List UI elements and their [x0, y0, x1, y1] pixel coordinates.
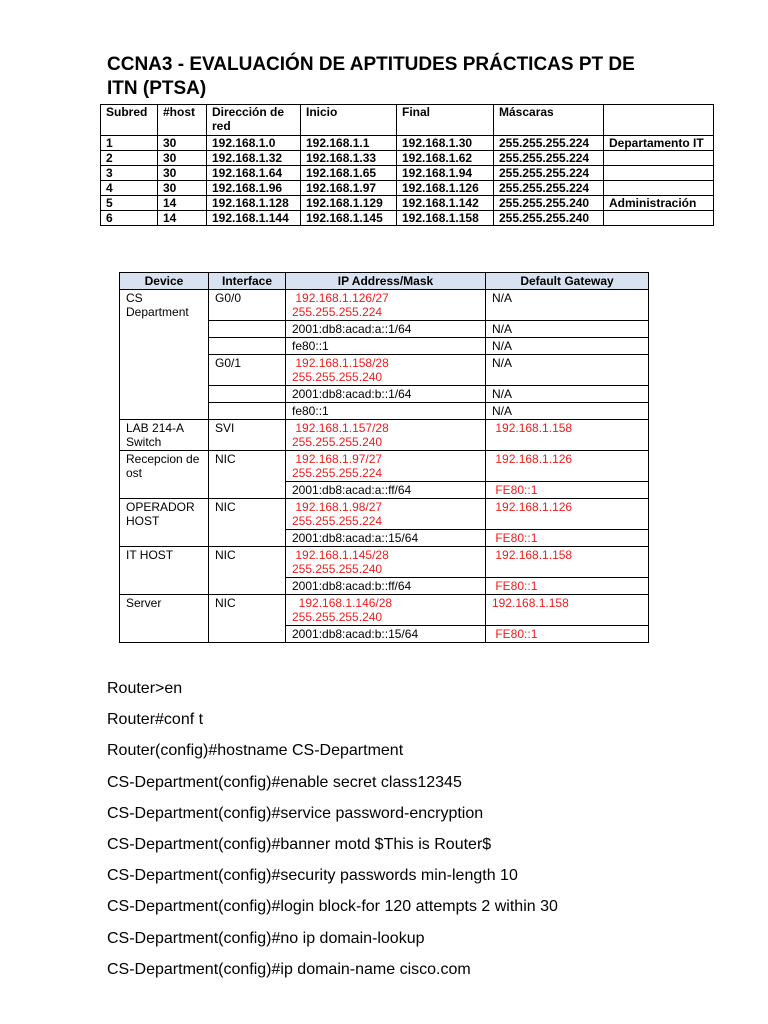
- table-cell: 3: [101, 166, 158, 181]
- ipv6-address: 2001:db8:acad:a::ff/64: [286, 482, 486, 499]
- default-gateway: N/A: [486, 338, 649, 355]
- column-header: Subred: [101, 105, 158, 136]
- table-cell: 192.168.1.97: [301, 181, 397, 196]
- table-cell: 2: [101, 151, 158, 166]
- table-cell: 30: [158, 166, 207, 181]
- table-cell: 5: [101, 196, 158, 211]
- device-name: CS Department: [120, 290, 209, 420]
- table-cell: 192.168.1.33: [301, 151, 397, 166]
- column-header: Default Gateway: [486, 273, 649, 290]
- default-gateway: 192.168.1.158: [486, 420, 649, 451]
- device-name: LAB 214-A Switch: [120, 420, 209, 451]
- table-cell: 192.168.1.0: [207, 136, 301, 151]
- ipv6-address: 2001:db8:acad:b::15/64: [286, 626, 486, 643]
- interface-name: NIC: [209, 547, 286, 595]
- interface-name: SVI: [209, 420, 286, 451]
- ipv6-address: 2001:db8:acad:a::1/64: [286, 321, 486, 338]
- ipv4-address: 192.168.1.98/27 255.255.255.224: [286, 499, 486, 530]
- table-cell: 192.168.1.158: [397, 211, 494, 226]
- table-row: [120, 547, 649, 578]
- command-line: CS-Department(config)#security passwords min-length 10: [107, 867, 518, 885]
- table-cell: 1: [101, 136, 158, 151]
- column-header: Interface: [209, 273, 286, 290]
- table-cell: 192.168.1.145: [301, 211, 397, 226]
- link-local-address: fe80::1: [286, 338, 486, 355]
- table-cell: 192.168.1.32: [207, 151, 301, 166]
- default-gateway: 192.168.1.126: [486, 451, 649, 482]
- default-gateway: FE80::1: [486, 578, 649, 595]
- interface-name: NIC: [209, 499, 286, 547]
- column-header: #host: [158, 105, 207, 136]
- table-row: [120, 290, 649, 321]
- default-gateway: N/A: [486, 290, 649, 321]
- command-line: CS-Department(config)#ip domain-name cisco.com: [107, 960, 471, 978]
- column-header: Final: [397, 105, 494, 136]
- column-header: Dirección de red: [207, 105, 301, 136]
- default-gateway: N/A: [486, 321, 649, 338]
- column-header: [604, 105, 714, 136]
- default-gateway: FE80::1: [486, 626, 649, 643]
- command-line: Router>en: [107, 680, 183, 697]
- command-line: CS-Department(config)#login block-for 120 attempts 2 within 30: [107, 898, 558, 916]
- table-cell: [604, 181, 714, 196]
- table-header-row: [101, 105, 714, 136]
- table-cell: [604, 166, 714, 181]
- command-line: CS-Department(config)#no ip domain-lookup: [107, 929, 425, 947]
- interface-name: G0/0: [209, 290, 286, 321]
- device-name: Recepcion de ost: [120, 451, 209, 499]
- link-local-address: fe80::1: [286, 403, 486, 420]
- ipv4-address: 192.168.1.126/27 255.255.255.224: [286, 290, 486, 321]
- table-cell: 192.168.1.144: [207, 211, 301, 226]
- column-header: Device: [120, 273, 209, 290]
- table-cell: 30: [158, 136, 207, 151]
- table-cell: 192.168.1.96: [207, 181, 301, 196]
- table-cell: 192.168.1.62: [397, 151, 494, 166]
- ipv6-address: 2001:db8:acad:b::ff/64: [286, 578, 486, 595]
- table-cell: 192.168.1.142: [397, 196, 494, 211]
- table-cell: 6: [101, 211, 158, 226]
- device-name: Server: [120, 595, 209, 643]
- table-cell: [604, 151, 714, 166]
- table-row: [101, 151, 714, 166]
- table-header-row: [120, 273, 649, 290]
- table-cell: 192.168.1.65: [301, 166, 397, 181]
- ipv6-address: 2001:db8:acad:b::1/64: [286, 386, 486, 403]
- column-header: Máscaras: [494, 105, 604, 136]
- default-gateway: 192.168.1.158: [486, 547, 649, 578]
- table-cell: 30: [158, 151, 207, 166]
- table-cell: 192.168.1.128: [207, 196, 301, 211]
- table-cell: 255.255.255.224: [494, 151, 604, 166]
- table-cell: 192.168.1.30: [397, 136, 494, 151]
- ipv4-address: 192.168.1.146/28 255.255.255.240: [286, 595, 486, 626]
- table-cell: 255.255.255.240: [494, 211, 604, 226]
- device-name: IT HOST: [120, 547, 209, 595]
- column-header: IP Address/Mask: [286, 273, 486, 290]
- table-cell: 4: [101, 181, 158, 196]
- table-cell: 14: [158, 211, 207, 226]
- table-cell: 192.168.1.126: [397, 181, 494, 196]
- table-cell: Departamento IT: [604, 136, 714, 151]
- command-line: CS-Department(config)#service password-encryption: [107, 804, 484, 822]
- ipv4-address: 192.168.1.158/28 255.255.255.240: [286, 355, 486, 386]
- default-gateway: N/A: [486, 386, 649, 403]
- default-gateway: 192.168.1.158: [486, 595, 649, 626]
- table-cell: 255.255.255.224: [494, 136, 604, 151]
- table-cell: 255.255.255.224: [494, 181, 604, 196]
- command-list: [107, 680, 558, 992]
- command-line: CS-Department(config)#banner motd $This is Router$: [107, 835, 492, 853]
- table-row: [120, 595, 649, 626]
- table-row: [120, 499, 649, 530]
- interface-name: NIC: [209, 595, 286, 643]
- table-cell: 255.255.255.240: [494, 196, 604, 211]
- table-row: [101, 166, 714, 181]
- ipv4-address: 192.168.1.97/27 255.255.255.224: [286, 451, 486, 482]
- default-gateway: 192.168.1.126: [486, 499, 649, 530]
- column-header: Inicio: [301, 105, 397, 136]
- table-row: [120, 420, 649, 451]
- table-row: [101, 181, 714, 196]
- default-gateway: FE80::1: [486, 530, 649, 547]
- table-cell: 14: [158, 196, 207, 211]
- ipv4-address: 192.168.1.145/28 255.255.255.240: [286, 547, 486, 578]
- ipv6-address: 2001:db8:acad:a::15/64: [286, 530, 486, 547]
- ipv4-address: 192.168.1.157/28 255.255.255.240: [286, 420, 486, 451]
- command-line: Router#conf t: [107, 711, 204, 729]
- table-cell: Administración: [604, 196, 714, 211]
- table-cell: 30: [158, 181, 207, 196]
- table-row: [120, 451, 649, 482]
- table-row: [101, 196, 714, 211]
- table-cell: 192.168.1.1: [301, 136, 397, 151]
- interface-name: G0/1: [209, 355, 286, 386]
- default-gateway: FE80::1: [486, 482, 649, 499]
- table-cell: 192.168.1.94: [397, 166, 494, 181]
- page-title: CCNA3 - EVALUACIÓN DE APTITUDES PRÁCTICAS PT DE ITN (PTSA): [107, 54, 635, 99]
- table-cell: 192.168.1.64: [207, 166, 301, 181]
- addressing-table: [119, 272, 649, 643]
- default-gateway: N/A: [486, 403, 649, 420]
- table-cell: 255.255.255.224: [494, 166, 604, 181]
- default-gateway: N/A: [486, 355, 649, 386]
- table-cell: [604, 211, 714, 226]
- table-cell: 192.168.1.129: [301, 196, 397, 211]
- command-line: CS-Department(config)#enable secret class12345: [107, 773, 462, 791]
- table-row: [101, 136, 714, 151]
- table-row: [101, 211, 714, 226]
- command-line: Router(config)#hostname CS-Department: [107, 742, 404, 760]
- interface-name: NIC: [209, 451, 286, 499]
- device-name: OPERADOR HOST: [120, 499, 209, 547]
- subnet-table: [100, 104, 714, 226]
